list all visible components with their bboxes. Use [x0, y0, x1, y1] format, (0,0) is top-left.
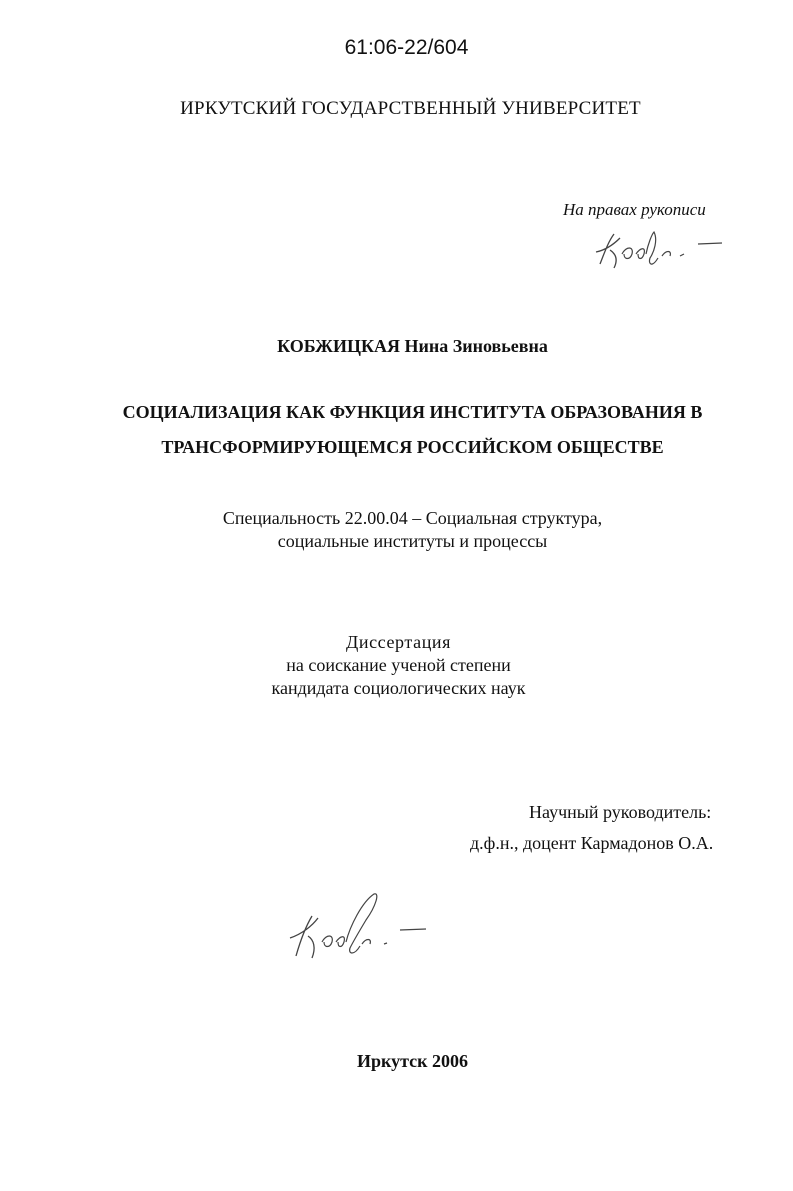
author-signature-bottom [282, 886, 432, 966]
author-given-names: Нина Зиновьевна [404, 336, 548, 356]
author-surname: КОБЖИЦКАЯ [277, 336, 401, 356]
manuscript-rights-note: На правах рукописи [563, 200, 706, 219]
specialty-line-1: Специальность 22.00.04 – Социальная структура, [222, 508, 603, 528]
specialty-line-2: социальные институты и процессы [277, 531, 548, 551]
author-signature-top [588, 224, 728, 272]
place-and-year: Иркутск 2006 [356, 1051, 469, 1071]
university-name: ИРКУТСКИЙ ГОСУДАРСТВЕННЫЙ УНИВЕРСИТЕТ [180, 98, 641, 119]
degree-purpose: на соискание ученой степени [286, 655, 511, 675]
catalog-number: 61:06-22/604 [344, 36, 469, 59]
dissertation-title-line-2: ТРАНСФОРМИРУЮЩЕМСЯ РОССИЙСКОМ ОБЩЕСТВЕ [161, 437, 664, 457]
supervisor-label: Научный руководитель: [529, 802, 712, 822]
supervisor-name: д.ф.н., доцент Кармадонов О.А. [470, 833, 714, 853]
degree-name: кандидата социологических наук [271, 678, 526, 698]
author-name [16, 336, 793, 357]
dissertation-label: Диссертация [345, 632, 452, 652]
dissertation-title-line-1: СОЦИАЛИЗАЦИЯ КАК ФУНКЦИЯ ИНСТИТУТА ОБРАЗОВАНИЯ В [122, 402, 703, 422]
